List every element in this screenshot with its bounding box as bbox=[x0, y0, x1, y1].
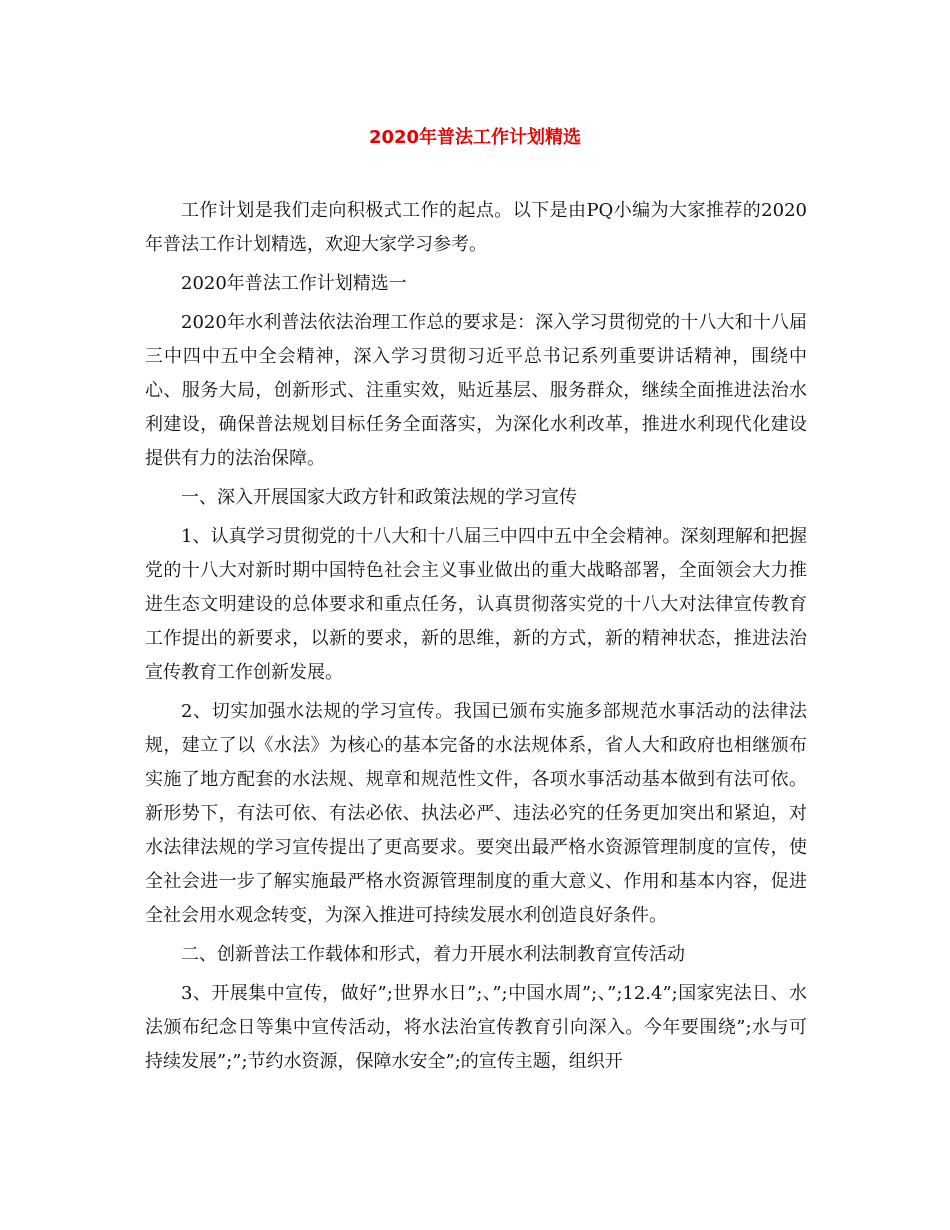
item-1-paragraph: 1、认真学习贯彻党的十八大和十八届三中四中五中全会精神。深刻理解和把握党的十八大对新时期中国特色社会主义事业做出的重大战略部署，全面领会大力推进生态文明建设的总体要求和重点任务，认真贯彻落实党的十八大对法律宣传教育工作提出的新要求，以新的要求，新的思维，新的方式，新的精神状态，推进法治宣传教育工作创新发展。 bbox=[145, 526, 807, 683]
requirements-paragraph: 2020年水利普法依法治理工作总的要求是：深入学习贯彻党的十八大和十八届三中四中五中全会精神，深入学习贯彻习近平总书记系列重要讲话精神，围绕中心、服务大局，创新形式、注重实效，贴近基层、服务群众，继续全面推进法治水利建设，确保普法规划目标任务全面落实，为深化水利改革，推进水利现代化建设提供有力的法治保障。 bbox=[145, 312, 807, 469]
document-title: 2020年普法工作计划精选 bbox=[368, 127, 582, 148]
item-2-paragraph: 2、切实加强水法规的学习宣传。我国已颁布实施多部规范水事活动的法律法规，建立了以《水法》为核心的基本完备的水法规体系，省人大和政府也相继颁布实施了地方配套的水法规、规章和规范性文件，各项水事活动基本做到有法可依。新形势下，有法可依、有法必依、执法必严、违法必究的任务更加突出和紧迫，对水法律法规的学习宣传提出了更高要求。要突出最严格水资源管理制度的宣传，使全社会进一步了解实施最严格水资源管理制度的重大意义、作用和基本内容，促进全社会用水观念转变，为深入推进可持续发展水利创造良好条件。 bbox=[145, 701, 807, 926]
document-body bbox=[145, 194, 807, 1084]
section-heading-one: 一、深入开展国家大政方针和政策法规的学习宣传 bbox=[181, 487, 577, 508]
section-heading-two: 二、创新普法工作载体和形式，着力开展水利法制教育宣传活动 bbox=[181, 944, 685, 965]
intro-paragraph: 工作计划是我们走向积极式工作的起点。以下是由PQ小编为大家推荐的2020年普法工作计划精选，欢迎大家学习参考。 bbox=[145, 200, 807, 255]
section-heading-plan-one: 2020年普法工作计划精选一 bbox=[181, 273, 407, 294]
item-3-paragraph: 3、开展集中宣传，做好”;世界水日”;、”;中国水周”;、”;12.4”;国家宪法日、水法颁布纪念日等集中宣传活动，将水法治宣传教育引向深入。今年要围绕”;水与可持续发展”;”;节约水资源，保障水安全”;的宣传主题，组织开 bbox=[145, 983, 807, 1072]
